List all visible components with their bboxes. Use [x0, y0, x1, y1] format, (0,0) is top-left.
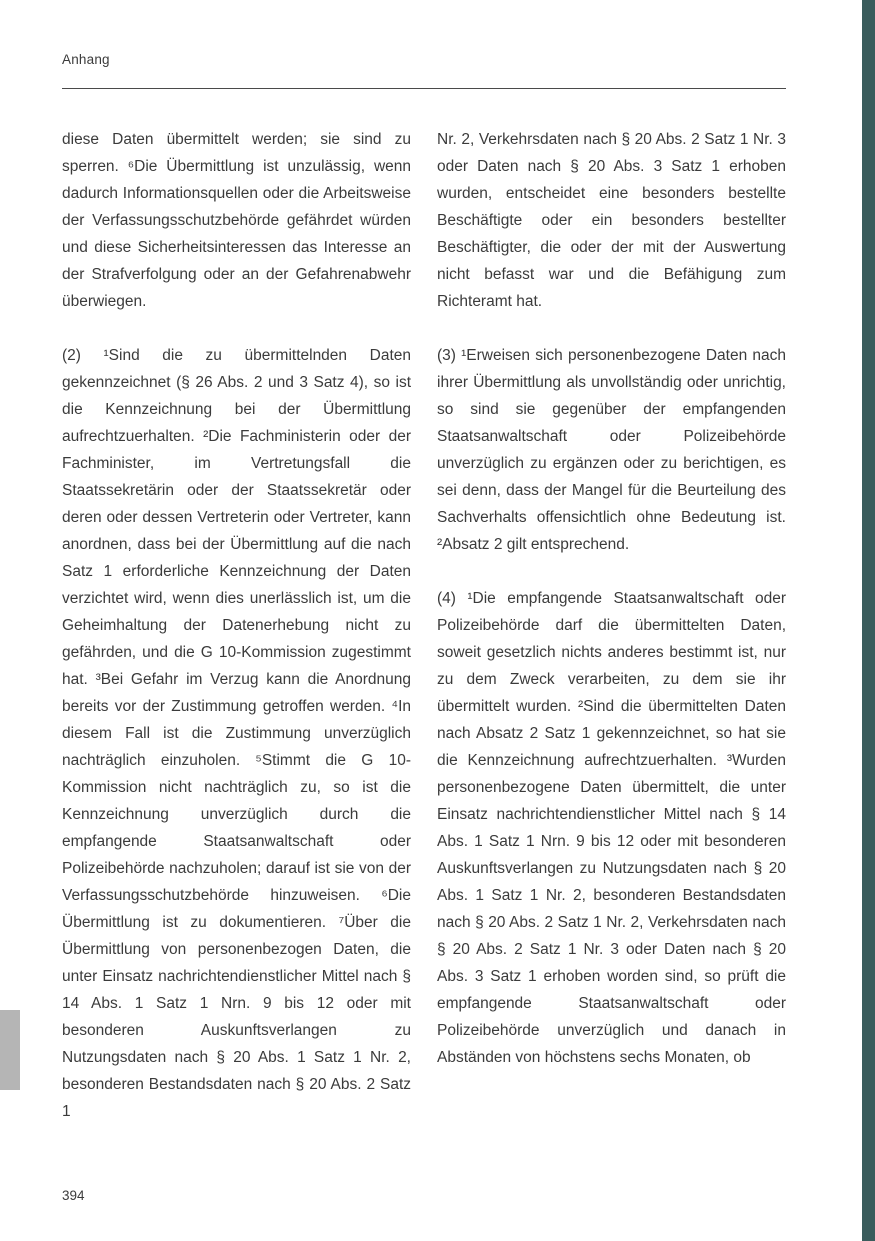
- page-edge-bar: [862, 0, 875, 1241]
- header-rule: [62, 88, 786, 89]
- page-body: [62, 126, 786, 1125]
- running-header: Anhang: [62, 52, 110, 67]
- page-number: 394: [62, 1188, 85, 1203]
- paragraph-continuation-right: Nr. 2, Verkehrsdaten nach § 20 Abs. 2 Satz 1 Nr. 3 oder Daten nach § 20 Abs. 3 Satz 1 erhoben wurden, entscheidet eine besonders bestellte Beschäftigte oder ein besonders bestellter Beschäftigter, die oder der mit der Auswertung nicht befasst war und die Befähigung zum Richteramt hat.: [437, 131, 786, 310]
- right-column: [437, 126, 786, 1125]
- register-thumb-tab: [0, 1010, 20, 1090]
- paragraph-abs-4: (4) ¹Die empfangende Staatsanwaltschaft oder Polizeibehörde darf die übermittelten Daten, soweit gesetzlich nichts anderes bestimmt ist, nur zu dem Zweck verarbeiten, zu dem sie ihr übermittelt wurden. ²Sind die übermittelten Daten nach Absatz 2 Satz 1 gekennzeichnet, so hat sie die Kennzeichnung aufrechtzuerhalten. ³Wurden personenbezogene Daten übermittelt, die unter Einsatz nachrichtendienstlicher Mittel nach § 14 Abs. 1 Satz 1 Nrn. 9 bis 12 oder mit besonderen Auskunftsverlangen zu Nutzungsdaten nach § 20 Abs. 1 Satz 1 Nr. 2, besonderen Bestandsdaten nach § 20 Abs. 2 Satz 1 Nr. 2, Verkehrsdaten nach § 20 Abs. 2 Satz 1 Nr. 3 oder Daten nach § 20 Abs. 3 Satz 1 erhoben worden sind, so prüft die empfangende Staatsanwaltschaft oder Polizeibehörde unverzüglich und danach in Abständen von höchstens sechs Monaten, ob: [437, 590, 786, 1066]
- paragraph-continuation: diese Daten übermittelt werden; sie sind zu sperren. ⁶Die Übermittlung ist unzulässig, wenn dadurch Informationsquellen oder die Arbeitsweise der Verfassungsschutzbehörde gefährdet würden und diese Sicherheitsinteressen das Interesse an der Strafverfolgung oder an der Gefahrenabwehr überwiegen.: [62, 131, 411, 310]
- paragraph-abs-3: (3) ¹Erweisen sich personenbezogene Daten nach ihrer Übermittlung als unvollständig oder unrichtig, so sind sie gegenüber der empfangenden Staatsanwaltschaft oder Polizeibehörde unverzüglich zu ergänzen oder zu berichtigen, es sei denn, dass der Mangel für die Beurteilung des Sachverhalts offensichtlich ohne Bedeutung ist. ²Absatz 2 gilt entsprechend.: [437, 347, 786, 553]
- paragraph-abs-2: (2) ¹Sind die zu übermittelnden Daten gekennzeichnet (§ 26 Abs. 2 und 3 Satz 4), so ist die Kennzeichnung bei der Übermittlung aufrechtzuerhalten. ²Die Fachministerin oder der Fachminister, im Vertretungsfall die Staatssekretärin oder der Staatssekretär oder deren oder dessen Vertreterin oder Vertreter, kann anordnen, dass bei der Übermittlung auf die nach Satz 1 erforderliche Kennzeichnung der Daten verzichtet wird, wenn dies unerlässlich ist, um die Geheimhaltung der Datenerhebung nicht zu gefährden, und die G 10-Kommission zugestimmt hat. ³Bei Gefahr im Verzug kann die Anordnung bereits vor der Zustimmung getroffen werden. ⁴In diesem Fall ist die Zustimmung unverzüglich nachträglich einzuholen. ⁵Stimmt die G 10-Kommission nicht nachträglich zu, so ist die Kennzeichnung unverzüglich durch die empfangende Staatsanwaltschaft oder Polizeibehörde nachzuholen; darauf ist sie von der Verfassungsschutzbehörde hinzuweisen. ⁶Die Übermittlung ist zu dokumentieren. ⁷Über die Übermittlung von personenbezogen Daten, die unter Einsatz nachrichtendienstlicher Mittel nach § 14 Abs. 1 Satz 1 Nrn. 9 bis 12 oder mit besonderen Auskunftsverlangen zu Nutzungsdaten nach § 20 Abs. 1 Satz 1 Nr. 2, besonderen Bestandsdaten nach § 20 Abs. 2 Satz 1: [62, 347, 411, 1120]
- left-column: [62, 126, 411, 1125]
